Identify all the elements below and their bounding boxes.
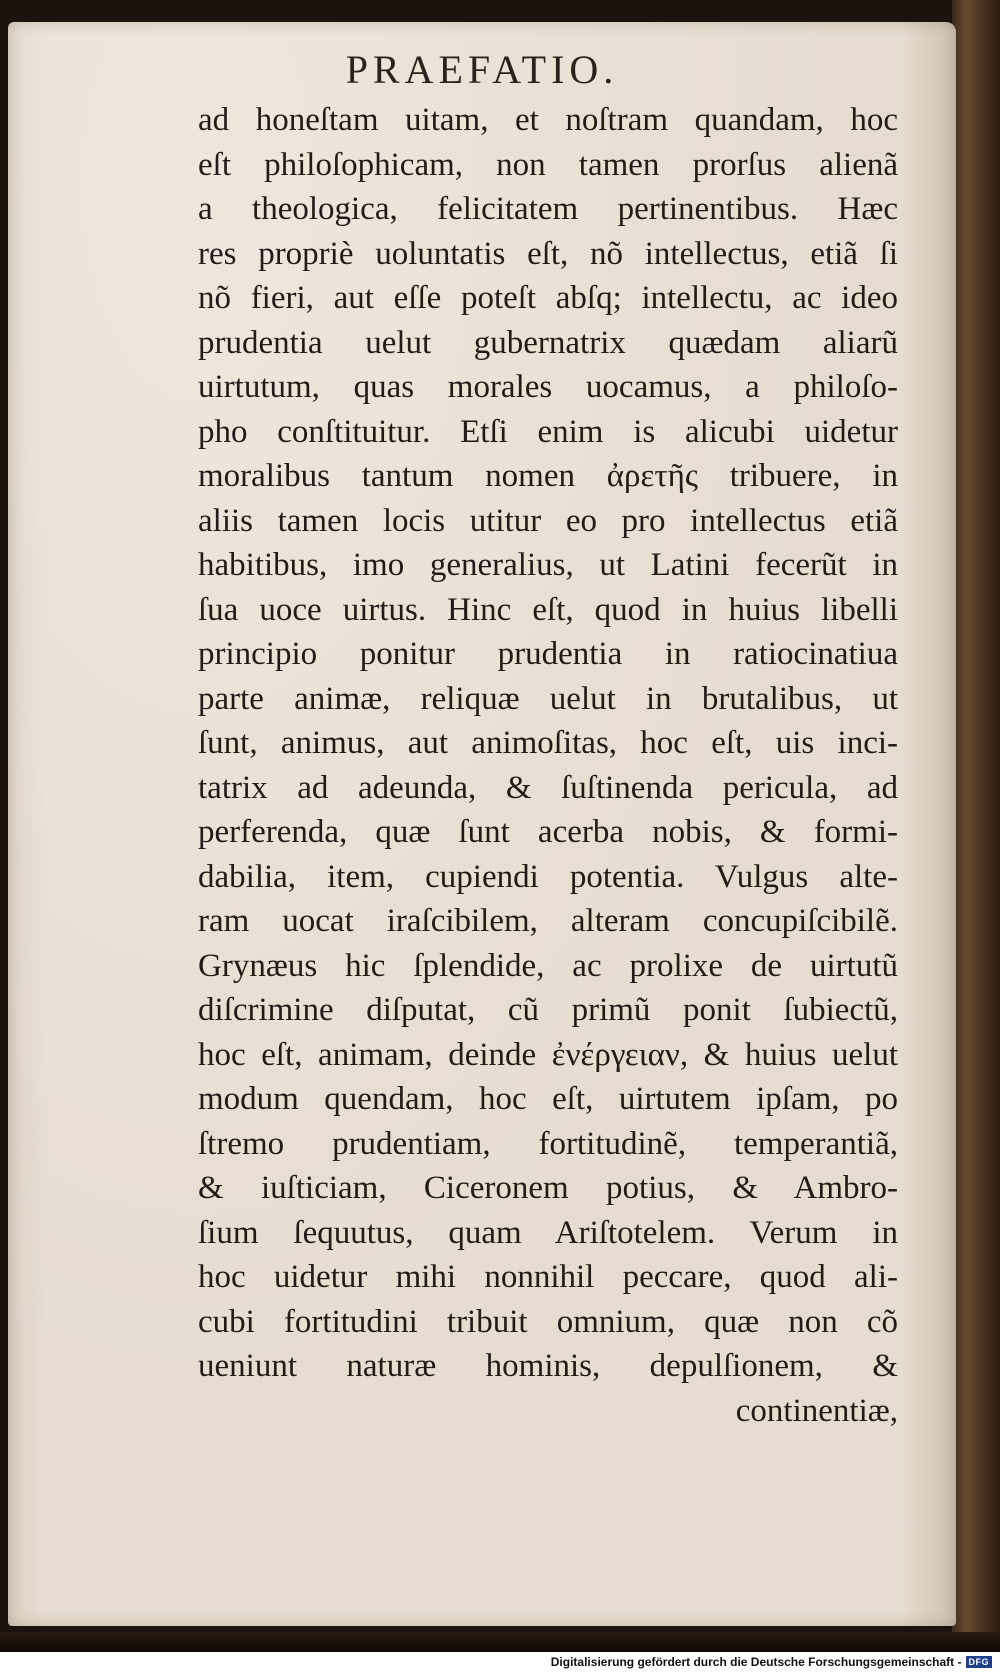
text-line: tatrix ad adeunda, & ſuſtinenda pericula, ad bbox=[198, 769, 898, 806]
text-line: nõ fieri, aut eſſe poteſt abſq; intellectu, ac ideo bbox=[198, 280, 898, 316]
credit-text: Digitalisierung gefördert durch die Deutsche Forschungsgemeinschaft - bbox=[550, 1655, 962, 1669]
text-line: hoc eſt, animam, deinde ἐνέργειαν, & huius uelut bbox=[198, 1036, 898, 1073]
text-line: hoc uidetur mihi nonnihil peccare, quod ali- bbox=[198, 1259, 898, 1295]
digitization-credit bbox=[551, 1654, 992, 1670]
text-line: pho conſtituitur. Etſi enim is alicubi uidetur bbox=[198, 413, 898, 450]
text-line: ſium ſequutus, quam Ariſtotelem. Verum in bbox=[198, 1214, 898, 1251]
text-line: aliis tamen locis utitur eo pro intellectus etiã bbox=[198, 502, 898, 539]
text-line: ad honeſtam uitam, et noſtram quandam, hoc bbox=[198, 102, 898, 138]
text-line: modum quendam, hoc eſt, uirtutem ipſam, po bbox=[198, 1081, 898, 1117]
dfg-logo: DFG bbox=[966, 1656, 993, 1668]
text-line: Grynæus hic ſplendide, ac prolixe de uirtutũ bbox=[198, 947, 898, 984]
text-line: ſunt, animus, aut animoſitas, hoc eſt, uis inci- bbox=[198, 725, 898, 761]
text-line: perferenda, quæ ſunt acerba nobis, & formi- bbox=[198, 814, 898, 850]
text-line: ram uocat iraſcibilem, alteram concupiſcibilẽ. bbox=[198, 903, 898, 939]
text-line: eſt philoſophicam, non tamen prorſus alienã bbox=[198, 146, 898, 183]
text-line: res propriè uoluntatis eſt, nõ intellectus, etiã ſi bbox=[198, 235, 898, 272]
text-line: ueniunt naturæ hominis, depulſionem, & bbox=[198, 1348, 898, 1384]
book-page bbox=[8, 22, 956, 1626]
text-line: a theologica, felicitatem pertinentibus. Hæc bbox=[198, 191, 898, 227]
body-text bbox=[198, 98, 898, 1433]
text-line: uirtutum, quas morales uocamus, a philoſo- bbox=[198, 369, 898, 405]
text-line: dabilia, item, cupiendi potentia. Vulgus alte- bbox=[198, 858, 898, 895]
text-line: prudentia uelut gubernatrix quædam aliarũ bbox=[198, 324, 898, 361]
text-line: ſua uoce uirtus. Hinc eſt, quod in huius libelli bbox=[198, 591, 898, 628]
text-line: parte animæ, reliquæ uelut in brutalibus, ut bbox=[198, 680, 898, 717]
text-line: ſtremo prudentiam, fortitudinẽ, temperantiã, bbox=[198, 1125, 898, 1162]
text-line: moralibus tantum nomen ἀρετῆς tribuere, in bbox=[198, 458, 898, 494]
text-line: diſcrimine diſputat, cũ primũ ponit ſubiectũ, bbox=[198, 992, 898, 1028]
book-edge-bottom bbox=[0, 1632, 1000, 1652]
text-line: principio ponitur prudentia in ratiocinatiua bbox=[198, 636, 898, 672]
catchword: continentiæ, bbox=[735, 1392, 898, 1429]
text-line: cubi fortitudini tribuit omnium, quæ non cõ bbox=[198, 1303, 898, 1340]
text-line: habitibus, imo generalius, ut Latini fecerũt in bbox=[198, 547, 898, 583]
page-header: PRAEFATIO. bbox=[345, 47, 619, 92]
book-edge bbox=[952, 0, 1000, 1652]
text-line: & iuſticiam, Ciceronem potius, & Ambro- bbox=[198, 1170, 898, 1206]
